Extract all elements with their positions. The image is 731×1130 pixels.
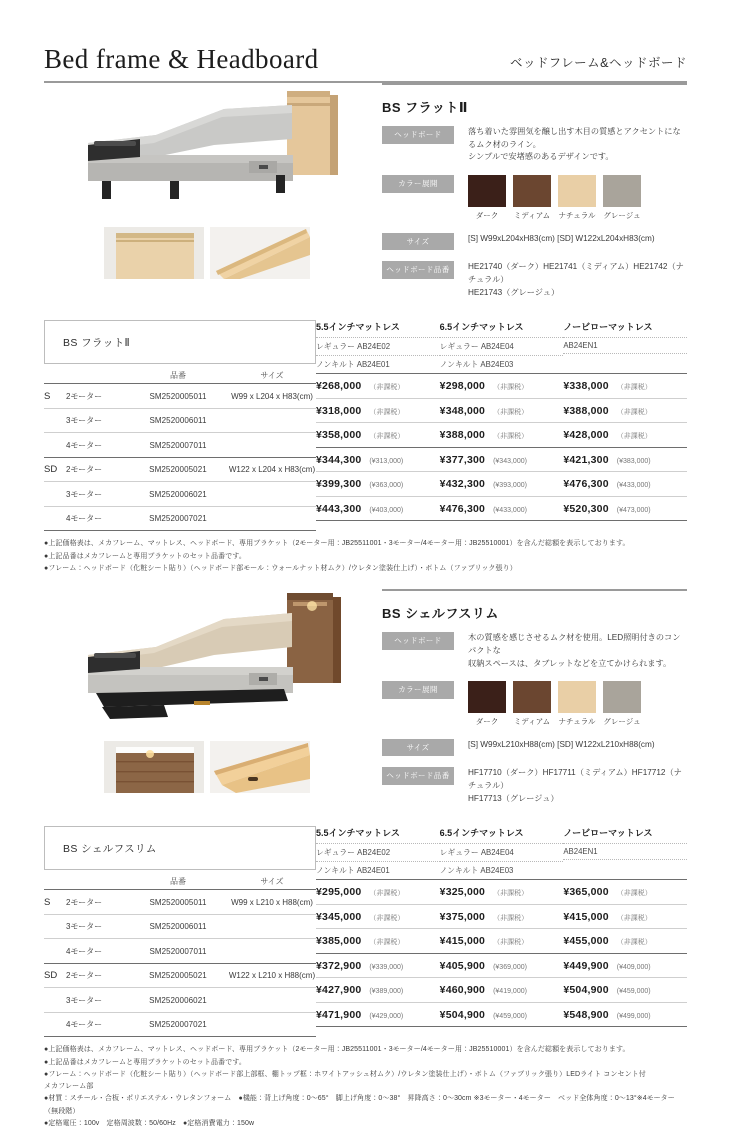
cell-part-number: SM2520006011 bbox=[149, 922, 207, 932]
footnote: ●上記価格表は、メカフレーム、マットレス、ヘッドボード、専用ブラケット（2モーター用：JB25511001・3モーター/4モーター用：JB25510001）を含んだ総額を表示しております。 bbox=[44, 1046, 630, 1054]
price-note: (¥389,000) bbox=[369, 988, 404, 996]
price-note: （非課税） bbox=[493, 939, 529, 947]
spec-value-partno-2 bbox=[454, 767, 687, 805]
cell-part-number: SM2520005011 bbox=[149, 391, 207, 401]
price-row bbox=[316, 422, 687, 447]
swatch-label-natural: ナチュラル bbox=[558, 211, 596, 221]
table-row bbox=[44, 457, 316, 482]
spec-label-color-2: カラー展開 bbox=[382, 681, 454, 699]
cell-bed-size: SD bbox=[44, 464, 58, 476]
price-value: ¥471,900 bbox=[316, 1008, 362, 1021]
footnote: ●上記品番はメカフレームと専用ブラケットのセット品番です。 bbox=[44, 1058, 246, 1066]
spec-row-partno-2 bbox=[382, 767, 687, 805]
price-cell bbox=[316, 886, 440, 898]
footnote: ●上記品番はメカフレームと専用ブラケットのセット品番です。 bbox=[44, 552, 246, 560]
spec-value-colors-2 bbox=[454, 681, 641, 728]
table-bottom-rule bbox=[44, 1036, 316, 1037]
spec-label-size-2: サイズ bbox=[382, 739, 454, 757]
headboard-desc-line-1: 落ち着いた雰囲気を醸し出す木目の質感とアクセントになるムク材のライン。 bbox=[468, 127, 681, 149]
price-value: ¥358,000 bbox=[316, 429, 362, 442]
price-note: (¥419,000) bbox=[493, 988, 527, 996]
price-cell bbox=[316, 405, 440, 417]
price-note: (¥393,000) bbox=[493, 482, 527, 490]
price-row bbox=[316, 953, 687, 978]
spec-row-colors-2 bbox=[382, 681, 687, 728]
price-cell bbox=[316, 935, 440, 947]
price-row bbox=[316, 471, 687, 496]
spec-row-colors bbox=[382, 175, 687, 222]
cell-motor-type: 4モーター bbox=[66, 946, 103, 956]
table-product-name-2: BS シェルフスリム bbox=[44, 826, 316, 870]
price-cell bbox=[440, 960, 564, 972]
mattress-column-65-2: 6.5インチマットレス レギュラー AB24E04 ノンキルト AB24E03 bbox=[440, 826, 564, 879]
headboard-detail-photo bbox=[210, 227, 310, 279]
price-table-left bbox=[44, 320, 316, 531]
column-header-model-2: 品番 bbox=[170, 877, 186, 887]
bed-illustration bbox=[44, 83, 374, 223]
notes-bs-flat-2 bbox=[22, 531, 709, 575]
swatch-label-medium: ミディアム bbox=[513, 211, 551, 221]
partno-line-1-2: HF17710（ダーク）HF17711（ミディアム）HF17712（ナチュラル） bbox=[468, 768, 682, 791]
price-cell bbox=[563, 478, 687, 490]
color-swatch-medium-2[interactable] bbox=[513, 681, 551, 728]
cell-dimensions: W122 x L210 x H88(cm) bbox=[228, 971, 316, 981]
price-note: （非課税） bbox=[369, 433, 405, 441]
price-value: ¥399,300 bbox=[316, 478, 362, 491]
price-table-bs-shelf-slim bbox=[22, 826, 709, 1037]
footnote: ●定格電圧：100v 定格周波数：50/60Hz ●定格消費電力：150w bbox=[44, 1119, 255, 1127]
price-value: ¥548,900 bbox=[563, 1008, 609, 1021]
page-title: Bed frame & Headboard bbox=[44, 44, 319, 74]
headboard-shelf-illustration bbox=[210, 741, 310, 793]
spec-row-size bbox=[382, 233, 687, 251]
price-cell bbox=[563, 984, 687, 996]
price-note: （非課税） bbox=[493, 914, 529, 922]
cell-motor-type: 2モーター bbox=[66, 971, 103, 981]
price-note: （非課税） bbox=[616, 939, 652, 947]
notes-bs-shelf-slim bbox=[22, 1037, 709, 1130]
price-value: ¥338,000 bbox=[563, 380, 609, 393]
price-value: ¥421,300 bbox=[563, 453, 609, 466]
price-table-right bbox=[316, 320, 687, 531]
table-rows-left-2 bbox=[44, 889, 316, 1037]
table-rows-prices-2 bbox=[316, 879, 687, 1027]
price-note: (¥499,000) bbox=[616, 1012, 651, 1020]
price-value: ¥460,900 bbox=[439, 984, 486, 997]
price-note: (¥383,000) bbox=[616, 457, 651, 465]
swatch-chip-dark-2 bbox=[468, 681, 506, 713]
price-value: ¥385,000 bbox=[316, 935, 362, 948]
headboard-front-illustration bbox=[104, 227, 204, 279]
product-photo-main bbox=[44, 83, 374, 223]
spec-row-size-2 bbox=[382, 739, 687, 757]
mattress-column-55: 5.5インチマットレス レギュラー AB24E02 ノンキルト AB24E01 bbox=[316, 320, 440, 373]
table-row bbox=[44, 1012, 316, 1037]
mattress-column-65: 6.5インチマットレス レギュラー AB24E04 ノンキルト AB24E03 bbox=[440, 320, 564, 373]
cell-dimensions: W122 x L204 x H83(cm) bbox=[228, 465, 316, 475]
column-header-model: 品番 bbox=[170, 371, 186, 381]
swatch-chip-natural-2 bbox=[558, 681, 596, 713]
swatch-chip-natural bbox=[558, 175, 596, 207]
price-cell bbox=[440, 886, 564, 898]
price-cell bbox=[440, 405, 564, 417]
price-cell bbox=[563, 886, 687, 898]
price-cell bbox=[316, 478, 440, 490]
product-images-bs-flat-2 bbox=[44, 83, 374, 310]
price-value: ¥388,000 bbox=[439, 429, 486, 442]
cell-part-number: SM2520006021 bbox=[149, 489, 207, 499]
price-value: ¥388,000 bbox=[563, 404, 609, 417]
price-note: (¥409,000) bbox=[616, 963, 651, 971]
product-photo-main-2 bbox=[44, 589, 374, 737]
cell-motor-type: 2モーター bbox=[66, 465, 103, 475]
price-cell bbox=[316, 960, 440, 972]
cell-motor-type: 4モーター bbox=[66, 1020, 103, 1030]
spec-label-partno-2: ヘッドボード品番 bbox=[382, 767, 454, 785]
spec-label-color: カラー展開 bbox=[382, 175, 454, 193]
headboard-front-illustration-2 bbox=[104, 741, 204, 793]
price-cell bbox=[316, 380, 440, 392]
table-row bbox=[44, 938, 316, 963]
price-value: ¥476,300 bbox=[563, 478, 609, 491]
column-header-size: サイズ bbox=[260, 371, 284, 381]
price-cell bbox=[563, 960, 687, 972]
price-value: ¥345,000 bbox=[316, 910, 362, 923]
cell-part-number: SM2520007021 bbox=[149, 514, 207, 524]
price-cell bbox=[563, 935, 687, 947]
footnote: メカフレーム部 bbox=[44, 1083, 94, 1091]
cell-bed-size: S bbox=[44, 390, 51, 402]
price-note: （非課税） bbox=[493, 384, 529, 392]
footnote: ●材質：スチール・合板・ポリエステル・ウレタンフォーム ●機能：背上げ角度：0〜65° 脚上げ角度：0〜38° 昇降高さ：0〜30cm ※3モーター・4モーター ベッド全体角度：0〜13°※4モーター（無段階） bbox=[44, 1095, 675, 1115]
price-cell bbox=[440, 429, 564, 441]
swatch-chip-greige-2 bbox=[603, 681, 641, 713]
price-note: （非課税） bbox=[616, 914, 652, 922]
mattress-column-nobiro: ノービローマットレス AB24EN1 bbox=[563, 320, 687, 373]
price-row bbox=[316, 928, 687, 953]
price-note: （非課税） bbox=[616, 408, 652, 416]
bed-illustration-2 bbox=[44, 589, 374, 737]
spec-row-partno bbox=[382, 261, 687, 299]
price-cell bbox=[563, 911, 687, 923]
price-cell bbox=[440, 935, 564, 947]
price-cell bbox=[563, 405, 687, 417]
price-cell bbox=[440, 478, 564, 490]
table-rows-prices bbox=[316, 373, 687, 521]
price-note: （非課税） bbox=[369, 384, 405, 392]
cell-bed-size: S bbox=[44, 896, 51, 908]
headboard-front-photo-2 bbox=[104, 741, 204, 793]
price-value: ¥455,000 bbox=[563, 935, 609, 948]
price-value: ¥415,000 bbox=[563, 910, 609, 923]
price-cell bbox=[563, 429, 687, 441]
table-row bbox=[44, 408, 316, 433]
price-note: （非課税） bbox=[369, 408, 405, 416]
partno-line-2: HE21743（グレージュ） bbox=[468, 287, 560, 297]
color-swatch-list-2 bbox=[468, 681, 641, 728]
swatch-label-dark-2: ダーク bbox=[475, 717, 499, 727]
price-row bbox=[316, 373, 687, 398]
price-cell bbox=[563, 454, 687, 466]
table-column-headers-2 bbox=[44, 872, 316, 889]
color-swatch-dark[interactable] bbox=[468, 175, 506, 222]
price-cell bbox=[316, 984, 440, 996]
cell-motor-type: 4モーター bbox=[66, 440, 103, 450]
cell-part-number: SM2520005021 bbox=[149, 971, 207, 981]
price-cell bbox=[316, 429, 440, 441]
cell-bed-size: SD bbox=[44, 970, 58, 982]
mattress-column-headers bbox=[316, 320, 687, 373]
price-value: ¥504,900 bbox=[439, 1008, 486, 1021]
cell-dimensions: W99 x L210 x H88(cm) bbox=[231, 897, 313, 907]
price-note: （非課税） bbox=[493, 408, 529, 416]
mattress-column-55-2: 5.5インチマットレス レギュラー AB24E02 ノンキルト AB24E01 bbox=[316, 826, 440, 879]
table-row bbox=[44, 432, 316, 457]
price-note: （非課税） bbox=[493, 890, 529, 898]
table-row bbox=[44, 963, 316, 988]
partno-line-1: HE21740（ダーク）HE21741（ミディアム）HE21742（ナチュラル） bbox=[468, 262, 684, 284]
product-specs-bs-flat-2 bbox=[374, 83, 687, 310]
price-note: （非課税） bbox=[369, 890, 405, 898]
price-value: ¥520,300 bbox=[563, 502, 609, 515]
product-photo-thumbnails bbox=[44, 227, 374, 279]
price-cell bbox=[440, 503, 564, 515]
price-cell bbox=[440, 1009, 564, 1021]
spec-row-headboard-2 bbox=[382, 632, 687, 670]
price-row bbox=[316, 447, 687, 472]
price-value: ¥268,000 bbox=[316, 380, 362, 393]
table-row bbox=[44, 506, 316, 531]
price-value: ¥504,900 bbox=[563, 984, 609, 997]
swatch-label-greige-2: グレージュ bbox=[603, 717, 641, 727]
spec-value-headboard-2 bbox=[454, 632, 687, 670]
price-value: ¥476,300 bbox=[439, 502, 486, 515]
product-photo-thumbnails-2 bbox=[44, 741, 374, 793]
table-row bbox=[44, 481, 316, 506]
price-note: (¥459,000) bbox=[493, 1012, 527, 1020]
price-row bbox=[316, 879, 687, 904]
price-note: (¥403,000) bbox=[369, 506, 404, 514]
price-value: ¥325,000 bbox=[439, 886, 486, 899]
price-value: ¥295,000 bbox=[316, 886, 362, 899]
price-value: ¥298,000 bbox=[439, 380, 486, 393]
price-cell bbox=[316, 1009, 440, 1021]
price-note: (¥433,000) bbox=[493, 506, 527, 514]
color-swatch-natural-2[interactable] bbox=[558, 681, 596, 728]
cell-motor-type: 2モーター bbox=[66, 391, 103, 401]
cell-part-number: SM2520007011 bbox=[149, 946, 207, 956]
color-swatch-list bbox=[468, 175, 641, 222]
table-bottom-rule bbox=[44, 530, 316, 531]
price-value: ¥348,000 bbox=[439, 404, 486, 417]
cell-motor-type: 4モーター bbox=[66, 514, 103, 524]
price-cell bbox=[316, 911, 440, 923]
product-name-2: BS シェルフスリム bbox=[382, 606, 499, 622]
price-row bbox=[316, 496, 687, 521]
price-table-left-2 bbox=[44, 826, 316, 1037]
price-value: ¥449,900 bbox=[563, 959, 609, 972]
cell-part-number: SM2520007011 bbox=[149, 440, 207, 450]
price-cell bbox=[316, 454, 440, 466]
product-images-bs-shelf-slim bbox=[44, 589, 374, 816]
spec-value-partno bbox=[454, 261, 687, 299]
price-table-right-2 bbox=[316, 826, 687, 1037]
spec-value-headboard bbox=[454, 126, 687, 164]
price-value: ¥415,000 bbox=[439, 935, 486, 948]
cell-dimensions: W99 x L204 x H83(cm) bbox=[231, 391, 313, 401]
price-note: (¥429,000) bbox=[369, 1012, 404, 1020]
color-swatch-natural[interactable] bbox=[558, 175, 596, 222]
price-cell bbox=[440, 911, 564, 923]
footnote: ●フレーム：ヘッドボード（化粧シート貼り）（ヘッドボード部上部框、棚トップ框：ホワイトアッシュ材ムク）/ウレタン塗装仕上げ）・ボトム（ファブリック張り）LEDライト コンセント付 bbox=[44, 1070, 646, 1078]
page-header bbox=[22, 0, 709, 81]
page-title-japanese: ベッドフレーム&ヘッドボード bbox=[510, 56, 687, 70]
price-note: （非課税） bbox=[493, 433, 529, 441]
price-note: (¥313,000) bbox=[369, 457, 404, 465]
cell-part-number: SM2520005011 bbox=[149, 897, 207, 907]
table-row bbox=[44, 914, 316, 939]
cell-motor-type: 3モーター bbox=[66, 995, 103, 1005]
price-note: （非課税） bbox=[369, 939, 405, 947]
price-value: ¥372,900 bbox=[316, 959, 362, 972]
headboard-desc-line-1-2: 木の質感を感じさせるムク材を使用。LED照明付きのコンパクトな bbox=[468, 633, 681, 655]
table-column-headers bbox=[44, 366, 316, 383]
price-cell bbox=[563, 1009, 687, 1021]
price-row bbox=[316, 398, 687, 423]
mattress-column-headers-2 bbox=[316, 826, 687, 879]
headboard-desc-line-2: シンプルで安堵感のあるデザインです。 bbox=[468, 152, 614, 162]
swatch-label-dark: ダーク bbox=[475, 211, 499, 221]
footnote: ●上記価格表は、メカフレーム、マットレス、ヘッドボード、専用ブラケット（2モーター用：JB25511001・3モーター/4モーター用：JB25510001）を含んだ総額を表示しております。 bbox=[44, 540, 630, 548]
cell-part-number: SM2520007021 bbox=[149, 1020, 207, 1030]
mattress-column-nobiro-2: ノービローマットレス AB24EN1 bbox=[563, 826, 687, 879]
headboard-detail-photo-2 bbox=[210, 741, 310, 793]
price-value: ¥443,300 bbox=[316, 502, 362, 515]
color-swatch-greige[interactable] bbox=[603, 175, 641, 222]
color-swatch-greige-2[interactable] bbox=[603, 681, 641, 728]
product-name: BS フラットⅡ bbox=[382, 100, 468, 115]
price-cell bbox=[563, 503, 687, 515]
price-value: ¥405,900 bbox=[439, 959, 486, 972]
price-note: （非課税） bbox=[369, 914, 405, 922]
price-note: （非課税） bbox=[616, 890, 652, 898]
price-value: ¥375,000 bbox=[439, 910, 486, 923]
price-value: ¥365,000 bbox=[563, 886, 609, 899]
column-header-size-2: サイズ bbox=[260, 877, 284, 887]
price-note: (¥433,000) bbox=[616, 482, 651, 490]
cell-motor-type: 3モーター bbox=[66, 489, 103, 499]
partno-line-2-2: HF17713（グレージュ） bbox=[468, 793, 559, 803]
price-row bbox=[316, 977, 687, 1002]
price-value: ¥318,000 bbox=[316, 404, 362, 417]
swatch-label-greige: グレージュ bbox=[603, 211, 641, 221]
swatch-chip-medium bbox=[513, 175, 551, 207]
price-row bbox=[316, 1002, 687, 1027]
footnote: ●フレーム：ヘッドボード（化粧シート貼り）（ヘッドボード部モール：ウォールナット材ムク）/ウレタン塗装仕上げ）・ボトム（ファブリック張り） bbox=[44, 564, 517, 572]
color-swatch-dark-2[interactable] bbox=[468, 681, 506, 728]
price-row bbox=[316, 904, 687, 929]
product-specs-bs-shelf-slim bbox=[374, 589, 687, 816]
price-note: (¥363,000) bbox=[369, 482, 404, 490]
price-value: ¥427,900 bbox=[316, 984, 362, 997]
swatch-label-medium-2: ミディアム bbox=[513, 717, 551, 727]
headboard-edge-illustration bbox=[210, 227, 310, 279]
price-value: ¥432,300 bbox=[439, 478, 486, 491]
price-note: (¥459,000) bbox=[616, 988, 651, 996]
table-row bbox=[44, 889, 316, 914]
headboard-desc-line-2-2: 収納スペースは、タブレットなどを立てかけられます。 bbox=[468, 658, 672, 668]
price-value: ¥377,300 bbox=[439, 453, 486, 466]
price-note: (¥339,000) bbox=[369, 963, 404, 971]
swatch-chip-medium-2 bbox=[513, 681, 551, 713]
table-row bbox=[44, 383, 316, 408]
cell-motor-type: 2モーター bbox=[66, 897, 103, 907]
price-cell bbox=[316, 503, 440, 515]
swatch-label-natural-2: ナチュラル bbox=[558, 717, 596, 727]
spec-label-partno: ヘッドボード品番 bbox=[382, 261, 454, 279]
cell-part-number: SM2520006011 bbox=[149, 416, 207, 426]
swatch-chip-dark bbox=[468, 175, 506, 207]
price-cell bbox=[440, 454, 564, 466]
swatch-chip-greige bbox=[603, 175, 641, 207]
price-note: （非課税） bbox=[616, 433, 652, 441]
price-note: (¥343,000) bbox=[493, 457, 527, 465]
product-section-bs-flat-2 bbox=[22, 83, 709, 575]
price-table-bs-flat-2 bbox=[22, 320, 709, 531]
table-rows-left bbox=[44, 383, 316, 531]
cell-motor-type: 3モーター bbox=[66, 922, 103, 932]
spec-row-headboard bbox=[382, 126, 687, 164]
price-note: （非課税） bbox=[616, 384, 652, 392]
price-cell bbox=[440, 984, 564, 996]
table-row bbox=[44, 987, 316, 1012]
price-note: (¥473,000) bbox=[616, 506, 651, 514]
product-section-bs-shelf-slim bbox=[22, 589, 709, 1130]
spec-label-headboard: ヘッドボード bbox=[382, 126, 454, 144]
table-product-name: BS フラットⅡ bbox=[44, 320, 316, 364]
spec-label-size: サイズ bbox=[382, 233, 454, 251]
price-value: ¥428,000 bbox=[563, 429, 609, 442]
color-swatch-medium[interactable] bbox=[513, 175, 551, 222]
headboard-front-photo bbox=[104, 227, 204, 279]
price-cell bbox=[563, 380, 687, 392]
cell-part-number: SM2520006021 bbox=[149, 995, 207, 1005]
spec-value-colors bbox=[454, 175, 641, 222]
cell-part-number: SM2520005021 bbox=[149, 465, 207, 475]
spec-value-size-2: [S] W99xL210xH88(cm) [SD] W122xL210xH88(cm) bbox=[468, 739, 655, 749]
price-bottom-rule bbox=[316, 1026, 687, 1027]
spec-label-headboard-2: ヘッドボード bbox=[382, 632, 454, 650]
price-note: (¥369,000) bbox=[493, 963, 527, 971]
price-value: ¥344,300 bbox=[316, 453, 362, 466]
price-cell bbox=[440, 380, 564, 392]
cell-motor-type: 3モーター bbox=[66, 416, 103, 426]
spec-value-size: [S] W99xL204xH83(cm) [SD] W122xL204xH83(cm) bbox=[468, 233, 655, 243]
price-bottom-rule bbox=[316, 520, 687, 521]
